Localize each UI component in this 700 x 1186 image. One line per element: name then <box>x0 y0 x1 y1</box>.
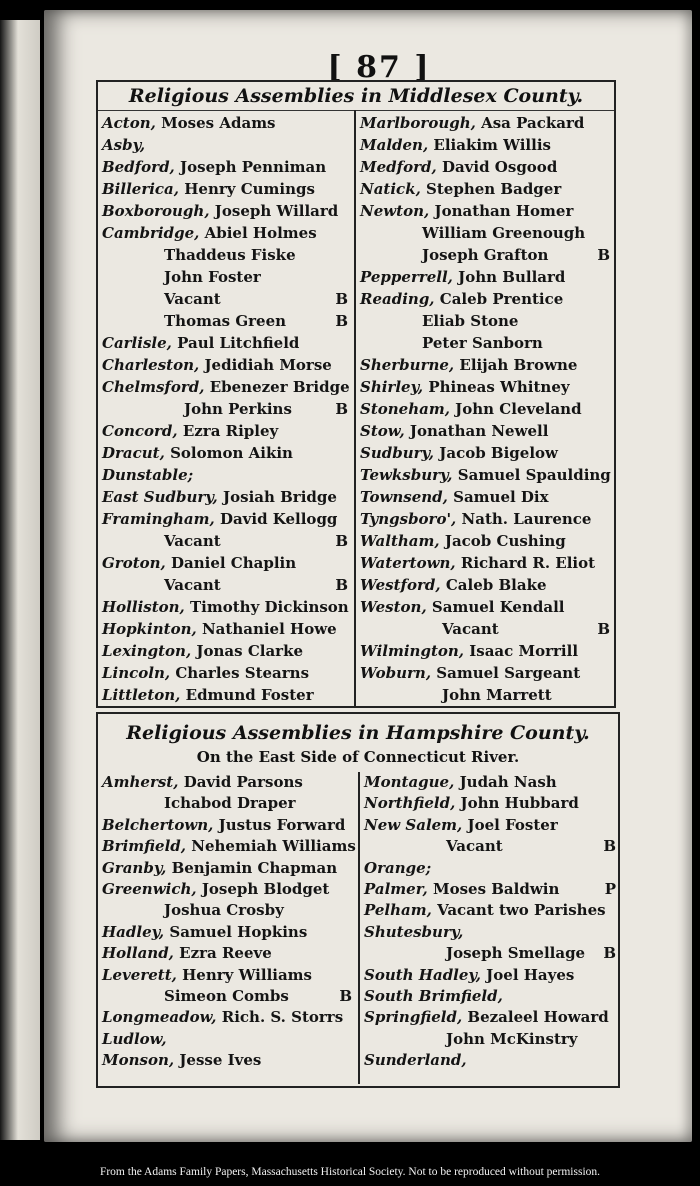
town-name: Sunderland, <box>364 1051 467 1070</box>
town-name: Natick, <box>360 180 421 198</box>
town-name: Groton, <box>102 554 166 572</box>
permission-footer: From the Adams Family Papers, Massachusetts Historical Society. Not to be reproduced without permission. <box>99 1166 601 1178</box>
adjacent-page-edge <box>0 20 40 1140</box>
town-name: Brimfield, <box>102 837 187 856</box>
entry-line <box>102 332 350 354</box>
town-name: Concord, <box>102 422 178 440</box>
entry-line <box>364 858 618 879</box>
denomination-marker: B <box>335 312 348 330</box>
minister-name: Samuel Dix <box>453 488 549 506</box>
town-name: Bedford, <box>102 158 175 176</box>
town-name: Montague, <box>364 773 455 791</box>
town-name: Waltham, <box>360 532 440 550</box>
middlesex-left-column <box>102 112 350 706</box>
minister-name: John Bullard <box>458 268 566 286</box>
minister-name: Joel Foster <box>467 815 558 834</box>
column-divider <box>354 110 356 706</box>
entry-line <box>102 112 350 134</box>
town-name: Hadley, <box>102 922 165 941</box>
town-name: Medford, <box>360 158 437 176</box>
town-name: Shirley, <box>360 378 424 396</box>
minister-name: Vacant <box>442 620 499 638</box>
entry-line <box>102 1007 354 1028</box>
entry-line <box>102 879 354 900</box>
minister-name: Isaac Morrill <box>469 642 579 660</box>
entry-line <box>102 552 350 574</box>
entry-line <box>360 222 612 244</box>
town-name: Pepperrell, <box>360 268 453 286</box>
minister-name: Judah Nash <box>459 773 557 791</box>
entry-line <box>102 376 350 398</box>
minister-name: Justus Forward <box>218 815 346 834</box>
minister-name: Asa Packard <box>481 114 585 132</box>
minister-name: Nehemiah Williams <box>191 837 356 856</box>
town-name: Townsend, <box>360 488 448 506</box>
town-name: South Brimfield, <box>364 986 503 1005</box>
entry-line <box>102 943 354 964</box>
minister-name: Elijah Browne <box>459 356 578 374</box>
entry-line <box>102 793 354 814</box>
minister-name: Joseph Willard <box>214 202 339 220</box>
minister-name: John Perkins <box>184 400 292 418</box>
entry-line <box>102 442 350 464</box>
town-name: Chelmsford, <box>102 378 205 396</box>
entry-line <box>360 530 612 552</box>
denomination-marker: B <box>603 837 616 856</box>
minister-name: Joshua Crosby <box>164 901 284 920</box>
town-name: Newton, <box>360 202 430 220</box>
town-name: Charleston, <box>102 356 200 374</box>
town-name: Carlisle, <box>102 334 172 352</box>
entry-line <box>360 596 612 618</box>
entry-line <box>102 310 350 332</box>
minister-name: Jonathan Newell <box>409 422 549 440</box>
town-name: Greenwich, <box>102 879 197 898</box>
entry-line <box>364 1050 618 1071</box>
entry-line <box>364 965 618 986</box>
town-name: Malden, <box>360 136 429 154</box>
minister-name: Peter Sanborn <box>422 334 543 352</box>
entry-line <box>360 398 612 420</box>
town-name: Dracut, <box>102 444 165 462</box>
town-name: Leverett, <box>102 965 177 984</box>
denomination-marker: B <box>335 290 348 308</box>
entry-line <box>102 420 350 442</box>
town-name: Hopkinton, <box>102 620 197 638</box>
entry-line <box>360 200 612 222</box>
minister-name: Vacant <box>164 576 221 594</box>
town-name: Asby, <box>102 136 146 154</box>
minister-name: John McKinstry <box>446 1029 578 1048</box>
entry-line <box>360 112 612 134</box>
town-name: Pelham, <box>364 901 432 920</box>
minister-name: Richard R. Eliot <box>460 554 596 572</box>
minister-name: Thaddeus Fiske <box>164 246 296 264</box>
town-name: Westford, <box>360 576 441 594</box>
minister-name: Vacant <box>164 290 221 308</box>
town-name: Orange; <box>364 858 432 877</box>
entry-line <box>102 815 354 836</box>
town-name: Holland, <box>102 944 174 963</box>
entry-line <box>360 640 612 662</box>
entry-line <box>102 1029 354 1050</box>
minister-name: Vacant <box>446 837 503 856</box>
entry-line <box>364 1029 618 1050</box>
denomination-marker: B <box>335 532 348 550</box>
minister-name: Ichabod Draper <box>164 794 296 813</box>
minister-name: John Marrett <box>442 686 552 704</box>
minister-name: Solomon Aikin <box>170 444 293 462</box>
town-name: South Hadley, <box>364 965 481 984</box>
minister-name: Ebenezer Bridge <box>209 378 350 396</box>
minister-name: Moses Baldwin <box>432 879 560 898</box>
town-name: Woburn, <box>360 664 432 682</box>
entry-line <box>360 354 612 376</box>
town-name: Shutesbury, <box>364 922 464 941</box>
entry-line <box>360 442 612 464</box>
entry-line <box>102 266 350 288</box>
entry-line <box>364 772 618 793</box>
entry-line <box>360 486 612 508</box>
town-name: Amherst, <box>102 773 179 791</box>
minister-name: Henry Cumings <box>184 180 315 198</box>
entry-line <box>102 178 350 200</box>
town-name: Boxborough, <box>102 202 210 220</box>
heading-rule <box>98 110 614 111</box>
minister-name: Rich. S. Storrs <box>221 1008 344 1027</box>
town-name: Framingham, <box>102 510 215 528</box>
entry-line <box>102 574 350 596</box>
minister-name: Jesse Ives <box>179 1051 262 1070</box>
minister-name: Samuel Spaulding <box>457 466 611 484</box>
entry-line <box>102 1050 354 1071</box>
minister-name: Edmund Foster <box>185 686 314 704</box>
denomination-marker: B <box>597 246 610 264</box>
town-name: Longmeadow, <box>102 1008 217 1027</box>
town-name: Acton, <box>102 114 156 132</box>
town-name: Springfield, <box>364 1008 463 1027</box>
minister-name: Joel Hayes <box>486 965 575 984</box>
minister-name: Thomas Green <box>164 312 287 330</box>
minister-name: Vacant two Parishes <box>437 901 606 920</box>
town-name: Northfield, <box>364 794 456 813</box>
hampshire-left-column <box>102 772 354 1071</box>
town-name: East Sudbury, <box>102 488 218 506</box>
minister-name: Joseph Penniman <box>180 158 327 176</box>
minister-name: Jedidiah Morse <box>204 356 332 374</box>
entry-line <box>102 684 350 706</box>
minister-name: Daniel Chaplin <box>171 554 297 572</box>
minister-name: Henry Williams <box>182 965 312 984</box>
town-name: Cambridge, <box>102 224 200 242</box>
minister-name: John Foster <box>164 268 261 286</box>
town-name: Belchertown, <box>102 815 214 834</box>
entry-line <box>360 156 612 178</box>
entry-line <box>102 772 354 793</box>
entry-line <box>360 552 612 574</box>
entry-line <box>360 662 612 684</box>
entry-line <box>102 596 350 618</box>
entry-line <box>102 900 354 921</box>
denomination-marker: B <box>339 986 352 1005</box>
entry-line <box>360 508 612 530</box>
entry-line <box>360 178 612 200</box>
entry-line <box>102 486 350 508</box>
entry-line <box>102 464 350 486</box>
minister-name: John Hubbard <box>460 794 579 813</box>
town-name: Billerica, <box>102 180 179 198</box>
minister-name: Caleb Blake <box>445 576 547 594</box>
entry-line <box>360 574 612 596</box>
town-name: Lincoln, <box>102 664 171 682</box>
minister-name: Paul Litchfield <box>177 334 300 352</box>
entry-line <box>102 922 354 943</box>
town-name: Watertown, <box>360 554 456 572</box>
entry-line <box>360 332 612 354</box>
entry-line <box>364 815 618 836</box>
minister-name: Phineas Whitney <box>428 378 570 396</box>
minister-name: William Greenough <box>422 224 586 242</box>
minister-name: Jacob Bigelow <box>439 444 558 462</box>
minister-name: Joseph Grafton <box>422 246 549 264</box>
entry-line <box>102 965 354 986</box>
town-name: Tewksbury, <box>360 466 453 484</box>
denomination-marker: B <box>335 576 348 594</box>
entry-line <box>360 618 612 640</box>
minister-name: David Kellogg <box>219 510 338 528</box>
minister-name: David Osgood <box>441 158 558 176</box>
town-name: Holliston, <box>102 598 185 616</box>
entry-line <box>364 1007 618 1028</box>
entry-line <box>102 858 354 879</box>
entry-line <box>360 134 612 156</box>
minister-name: Timothy Dickinson <box>190 598 349 616</box>
town-name: Palmer, <box>364 879 428 898</box>
minister-name: Moses Adams <box>161 114 276 132</box>
entry-line <box>102 244 350 266</box>
entry-line <box>102 398 350 420</box>
town-name: Marlborough, <box>360 114 476 132</box>
minister-name: Abiel Holmes <box>204 224 317 242</box>
minister-name: Eliakim Willis <box>433 136 551 154</box>
entry-line <box>102 200 350 222</box>
entry-line <box>364 922 618 943</box>
denomination-marker: B <box>603 944 616 963</box>
entry-line <box>102 156 350 178</box>
entry-line <box>102 508 350 530</box>
denomination-marker: P <box>604 879 616 898</box>
minister-name: Nathaniel Howe <box>201 620 337 638</box>
entry-line <box>102 530 350 552</box>
middlesex-heading: Religious Assemblies in Middlesex County. <box>128 85 584 107</box>
entry-line <box>102 618 350 640</box>
minister-name: Jonathan Homer <box>434 202 574 220</box>
entry-line <box>364 986 618 1007</box>
entry-line <box>102 288 350 310</box>
middlesex-right-column <box>360 112 612 706</box>
hampshire-right-column <box>364 772 618 1071</box>
entry-line <box>364 879 618 900</box>
hampshire-heading: Religious Assemblies in Hampshire County. <box>126 722 590 744</box>
hampshire-subheading: On the East Side of Connecticut River. <box>196 748 520 766</box>
minister-name: Jacob Cushing <box>444 532 566 550</box>
minister-name: Vacant <box>164 532 221 550</box>
town-name: Stoneham, <box>360 400 450 418</box>
minister-name: Eliab Stone <box>422 312 519 330</box>
minister-name: Nath. Laurence <box>461 510 592 528</box>
minister-name: David Parsons <box>183 773 303 791</box>
column-divider <box>358 772 360 1084</box>
town-name: New Salem, <box>364 815 463 834</box>
entry-line <box>364 793 618 814</box>
denomination-marker: B <box>335 400 348 418</box>
entry-line <box>364 836 618 857</box>
entry-line <box>102 354 350 376</box>
entry-line <box>364 900 618 921</box>
entry-line <box>360 288 612 310</box>
minister-name: Josiah Bridge <box>223 488 337 506</box>
minister-name: Samuel Hopkins <box>169 922 308 941</box>
entry-line <box>360 684 612 706</box>
entry-line <box>360 420 612 442</box>
minister-name: Samuel Sargeant <box>436 664 581 682</box>
town-name: Weston, <box>360 598 427 616</box>
minister-name: Ezra Ripley <box>182 422 279 440</box>
minister-name: Jonas Clarke <box>196 642 304 660</box>
town-name: Stow, <box>360 422 405 440</box>
minister-name: Caleb Prentice <box>439 290 564 308</box>
town-name: Littleton, <box>102 686 181 704</box>
minister-name: Ezra Reeve <box>179 944 272 963</box>
entry-line <box>360 266 612 288</box>
minister-name: Simeon Combs <box>164 986 289 1005</box>
town-name: Lexington, <box>102 642 192 660</box>
entry-line <box>364 943 618 964</box>
town-name: Dunstable; <box>102 466 194 484</box>
minister-name: Benjamin Chapman <box>171 858 338 877</box>
entry-line <box>360 244 612 266</box>
denomination-marker: B <box>597 620 610 638</box>
middlesex-section <box>96 80 616 708</box>
minister-name: Joseph Smellage <box>446 944 586 963</box>
minister-name: Stephen Badger <box>426 180 562 198</box>
minister-name: Samuel Kendall <box>431 598 565 616</box>
minister-name: Bezaleel Howard <box>467 1008 609 1027</box>
town-name: Tyngsboro', <box>360 510 457 528</box>
town-name: Sudbury, <box>360 444 435 462</box>
entry-line <box>102 640 350 662</box>
town-name: Granby, <box>102 858 167 877</box>
town-name: Wilmington, <box>360 642 465 660</box>
town-name: Ludlow, <box>102 1029 167 1048</box>
entry-line <box>102 986 354 1007</box>
minister-name: Joseph Blodget <box>201 879 330 898</box>
town-name: Sherburne, <box>360 356 455 374</box>
entry-line <box>102 836 354 857</box>
town-name: Monson, <box>102 1051 175 1070</box>
town-name: Reading, <box>360 290 435 308</box>
page-number: [ 87 ] <box>327 50 431 85</box>
minister-name: John Cleveland <box>455 400 582 418</box>
hampshire-section <box>96 712 620 1088</box>
entry-line <box>360 310 612 332</box>
minister-name: Charles Stearns <box>175 664 310 682</box>
entry-line <box>360 376 612 398</box>
entry-line <box>102 662 350 684</box>
entry-line <box>360 464 612 486</box>
entry-line <box>102 134 350 156</box>
entry-line <box>102 222 350 244</box>
